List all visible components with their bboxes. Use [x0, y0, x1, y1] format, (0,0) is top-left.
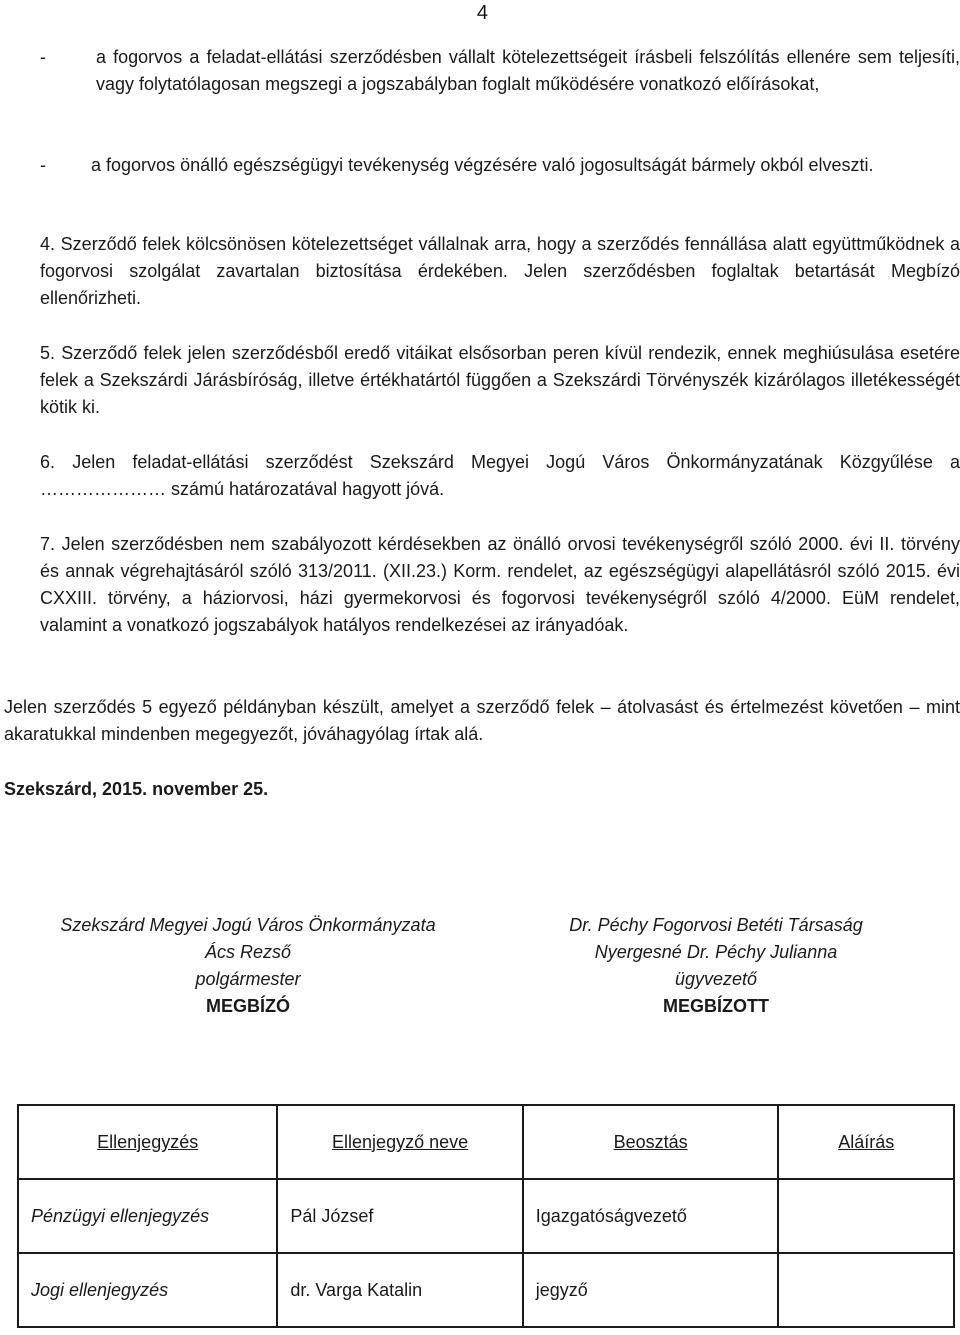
table-cell: Pénzügyi ellenjegyzés — [18, 1179, 277, 1253]
list-item — [40, 44, 960, 98]
signature-title: ügyvezető — [674, 969, 758, 989]
point-4 — [40, 231, 960, 312]
table-header-cell: Ellenjegyzés — [18, 1105, 277, 1179]
list-item-text: a fogorvos a feladat-ellátási szerződésben vállalt kötelezettségeit írásbeli felszólítás ellenére sem teljesíti, vagy folytatólagosan megszegi a jogszabályban foglalt működésére vonatkozó előírásokat, — [96, 47, 960, 94]
table-cell: Igazgatóságvezető — [523, 1179, 779, 1253]
table-header-row — [18, 1105, 954, 1179]
list-item-text: a fogorvos önálló egészségügyi tevékenység végzésére való jogosultságát bármely okból elveszti. — [91, 155, 874, 175]
table-row — [18, 1179, 954, 1253]
table-header-cell: Beosztás — [523, 1105, 779, 1179]
point-text: Szerződő felek jelen szerződésből eredő vitáikat elsősorban peren kívül rendezik, ennek meghiúsulása esetére felek a Szekszárdi Járásbíróság, illetve értékhatártól függően a Szekszárdi Törvényszék kizárólagos illetékességét kötik ki. — [40, 343, 960, 417]
signature-title: polgármester — [195, 969, 301, 989]
point-text: Jelen szerződésben nem szabályozott kérdésekben az önálló orvosi tevékenységről szóló 2000. évi II. törvény és annak végrehajtásáról szóló 313/2011. (XII.23.) Korm. rendelet, az egészségügyi alapellátásról szóló 2015. évi CXXIII. törvény, a háziorvosi, házi gyermekorvosi és fogorvosi tevékenységről szóló 4/2000. EüM rendelet, valamint a vonatkozó jogszabályok hatályos rendelkezései az irányadóak. — [40, 534, 960, 635]
signature-right — [500, 912, 932, 1020]
signature-org: Szekszárd Megyei Jogú Város Önkormányzata — [60, 915, 436, 935]
dash-list — [40, 44, 960, 98]
signature-cell — [778, 1179, 954, 1253]
countersignature-table — [17, 1104, 955, 1328]
dash-bullet: - — [40, 155, 46, 175]
point-5 — [40, 340, 960, 421]
table-row — [18, 1253, 954, 1327]
dash-bullet: - — [40, 47, 46, 67]
signature-left — [30, 912, 466, 1020]
table-cell: jegyző — [523, 1253, 779, 1327]
table-header-cell: Ellenjegyző neve — [277, 1105, 522, 1179]
place-date: Szekszárd, 2015. november 25. — [4, 779, 269, 799]
table-header-cell: Aláírás — [778, 1105, 954, 1179]
point-number: 7. — [40, 534, 56, 554]
point-text: Jelen feladat-ellátási szerződést Szekszárd Megyei Jogú Város Önkormányzatának Közgyűlése a ………………… számú határozatával hagyott jóvá. — [40, 452, 960, 499]
dash-list-2 — [40, 152, 960, 179]
point-number: 5. — [40, 343, 56, 363]
signature-org: Dr. Péchy Fogorvosi Betéti Társaság — [569, 915, 863, 935]
signature-cell — [778, 1253, 954, 1327]
signature-role: MEGBÍZÓ — [206, 996, 290, 1016]
page-number: 4 — [476, 2, 488, 24]
closing-paragraph: Jelen szerződés 5 egyező példányban készült, amelyet a szerződő felek – átolvasást és értelmezést követően – mint akaratukkal mindenben megegyezőt, jóváhagyólag írtak alá. — [4, 697, 960, 744]
table-cell: Jogi ellenjegyzés — [18, 1253, 277, 1327]
signature-name: Nyergesné Dr. Péchy Julianna — [594, 942, 838, 962]
signature-role: MEGBÍZOTT — [663, 996, 769, 1016]
point-number: 4. — [40, 234, 56, 254]
point-6 — [40, 449, 960, 503]
table-cell: Pál József — [277, 1179, 522, 1253]
point-number: 6. — [40, 452, 56, 472]
point-7 — [40, 531, 960, 639]
table-cell: dr. Varga Katalin — [277, 1253, 522, 1327]
point-text: Szerződő felek kölcsönösen kötelezettséget vállalnak arra, hogy a szerződés fennállása alatt együttműködnek a fogorvosi szolgálat zavartalan biztosítása érdekében. Jelen szerződésben foglaltak betartását Megbízó ellenőrizheti. — [40, 234, 960, 308]
signature-name: Ács Rezső — [204, 942, 292, 962]
list-item — [40, 152, 960, 179]
